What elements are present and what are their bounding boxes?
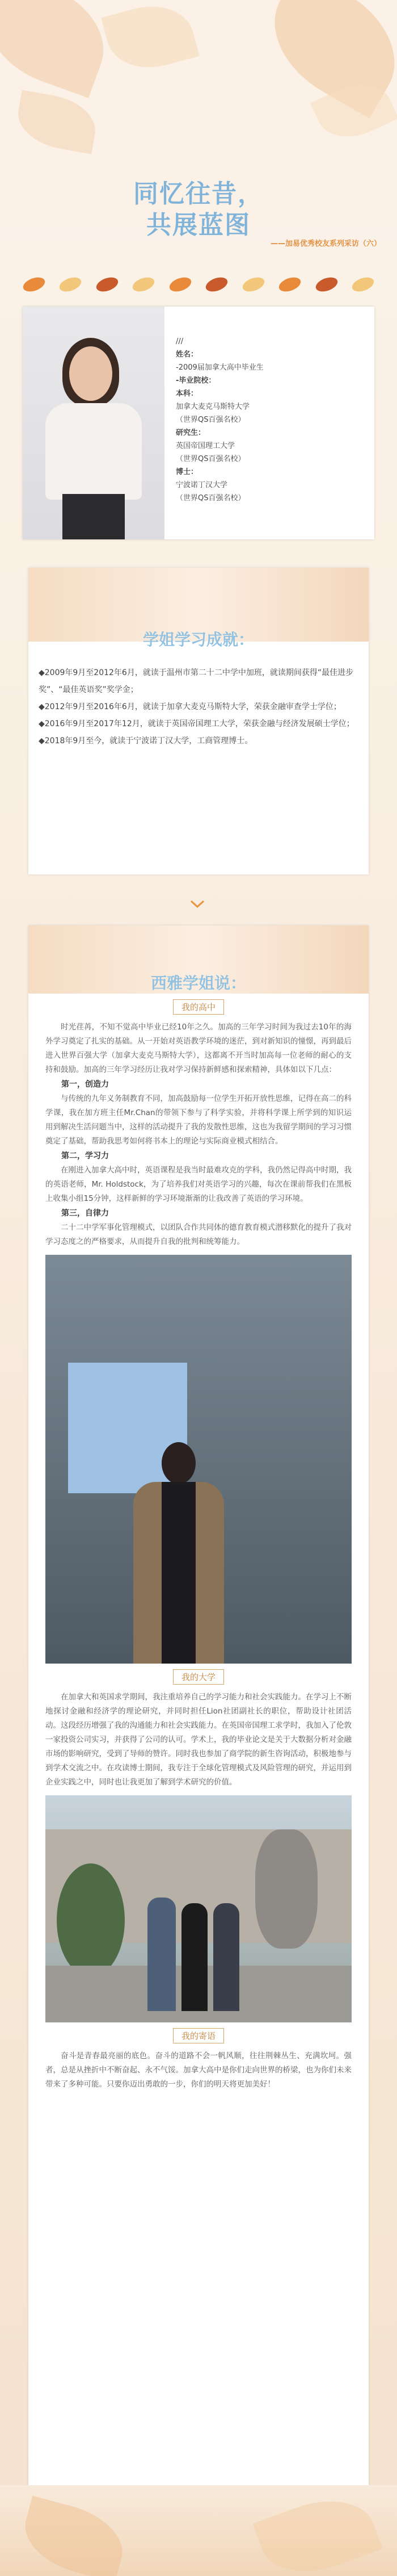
paragraph: 在加拿大和英国求学期间，我注重培养自己的学习能力和社会实践能力。在学习上不断地探讨金融和经济学的理论研究，并同时担任Lion社团副社长的职位，帮助设计社团活动。这段经历增强了我的沟通能力和社会实践能力。在英国帝国理工求学时，我加入了伦敦一家投资公司实习，并获得了公司的认可。学术上，我的毕业论文是关于大数据分析对金融市场的影响研究，受到了导师的赞许。同时我也参加了商学院的新生咨询活动，积极地参与到学术交流之中。在攻读博士期间，我专注于全球化管理模式及风险管理的研究，并运用到企业实践之中，同时也让我更加了解到学术研究的价值。 — [45, 1693, 352, 1787]
section-heading — [28, 999, 369, 1015]
bachelor-label: 本科： — [176, 389, 198, 398]
photo-person-head — [162, 1442, 196, 1484]
experience-item: ◆2009年9月至2012年6月，就读于温州市第二十二中学中加班，就读期间获得“最佳进步奖”、“最佳英语奖”奖学金； — [39, 668, 354, 694]
paragraph: 在刚进入加拿大高中时，英语课程是我当时最难攻克的学科，我仍然记得高中时期，我的英语老师，Mr. Holdstock，为了培养我们对英语学习的兴趣，每次在课前帮我们在黑板上收集小组15分钟，这样新鲜的学习环境渐渐的让我改善了英语的学习环境。 — [45, 1166, 352, 1203]
name-label: 姓名： — [176, 350, 198, 359]
story-title: 西雅学姐说： — [150, 974, 246, 992]
leaf-icon — [314, 275, 339, 294]
phd-rank: （世界QS百强名校） — [176, 494, 246, 502]
page-subtitle: ——加易优秀校友系列采访（六） — [270, 240, 381, 248]
master-value: 英国帝国理工大学 — [176, 442, 235, 450]
profile-info — [176, 335, 264, 505]
leaf-decoration — [0, 0, 120, 98]
paragraph: 二十二中学军事化管理模式，以团队合作共同体的德育教育模式潜移默化的提升了我对学习态度之的严格要求，从而提升自我的批判和统筹能力。 — [45, 1223, 352, 1246]
experience-card-banner — [28, 568, 369, 649]
photo-rock — [255, 1829, 318, 1949]
paragraph: 奋斗是青春最亮丽的底色。奋斗的道路不会一帆风顺，往往荆棘丛生、充满坎坷。强者，总是从挫折中不断奋起、永不气馁。加拿大高中是你们走向世界的桥梁，也为你们未来带来了多种可能。只要你迈出勇敢的一步，你们的明天将更加美好！ — [45, 2051, 352, 2089]
bachelor-value: 加拿大麦克马斯特大学 — [176, 403, 250, 411]
experience-title: 学姐学习成就： — [142, 630, 254, 649]
section-heading-label: 我的大学 — [173, 1669, 224, 1685]
chevron-down-icon — [190, 900, 205, 908]
point-heading: 第二，学习力 — [61, 1151, 109, 1161]
page-title-line2: 共展蓝图 — [146, 211, 251, 240]
phd-value: 宁波诺丁汉大学 — [176, 481, 228, 489]
photo-tree — [57, 1863, 125, 1977]
leaf-icon — [131, 275, 157, 294]
leaf-icon — [167, 275, 193, 294]
leaf-decoration — [13, 90, 100, 154]
paragraph: 时光荏苒，不知不觉高中毕业已经10年之久。加高的三年学习时间为我过去10年的海外学习奠定了扎实的基础。从一开始对英语教学环境的迷茫，到对新知识的憧憬，再到最后进入世界百强大学（加拿大麦克马斯特大学），这都离不开当时加高每一位老师的耐心的支持和鼓励。加高的三年学习经历让我对学习保持新鲜感和探索精神，具体如以下几点： — [45, 1023, 352, 1074]
master-rank: （世界QS百强名校） — [176, 455, 246, 463]
leaf-decoration — [253, 2485, 383, 2576]
page-title-line1: 同忆往昔， — [133, 179, 264, 208]
photo-person — [213, 1903, 239, 2011]
story-card-banner — [28, 925, 369, 994]
photo-person — [147, 1898, 176, 2011]
photo-legs — [62, 494, 125, 539]
leaf-icon — [21, 275, 47, 294]
story-card — [28, 925, 369, 2487]
experience-item: ◆2016年9月至2017年12月，就读于英国帝国理工大学，荣获金融与经济发展硕士学位； — [39, 719, 354, 728]
profile-card — [23, 307, 374, 539]
section-heading-label: 我的高中 — [173, 999, 224, 1015]
bachelor-rank: （世界QS百强名校） — [176, 416, 246, 424]
photo-person-shirt — [162, 1482, 196, 1664]
leaf-decoration — [16, 2496, 131, 2576]
master-label: 研究生： — [176, 429, 206, 437]
group-photo — [45, 1795, 352, 2022]
leaf-icon — [58, 275, 83, 294]
photo-face — [69, 346, 112, 401]
experience-item: ◆2012年9月至2016年6月，就读于加拿大麦克马斯特大学，荣获金融审查学士学位； — [39, 702, 341, 711]
profile-photo — [23, 307, 164, 539]
name-value: -2009届加拿大高中毕业生 — [176, 363, 264, 372]
paragraph: 与传统的九年义务制教育不同，加高鼓励每一位学生开拓开放性思维，记得在高二的科学课，我在加方班主任Mr.Chan的带领下参与了科学实验，并将科学课上所学到的知识运用到解决生活问题当中，这样的活动提升了我的发散性思维，这也为我留学期间的学习习惯奠定了基础，帮助我思考如何将书本上的理论与实际商业模式相结合。 — [45, 1094, 352, 1146]
section-heading — [28, 1669, 369, 1685]
lecture-photo — [45, 1255, 352, 1664]
leaf-icon — [350, 275, 375, 294]
experience-list — [28, 659, 369, 755]
leaf-icon — [277, 275, 303, 294]
experience-card — [28, 568, 369, 874]
profile-slash: /// — [176, 337, 184, 346]
section-heading — [28, 2028, 369, 2043]
section-heading-label: 我的寄语 — [173, 2028, 224, 2043]
school-label: -毕业院校： — [176, 376, 216, 385]
leaf-icon — [94, 275, 120, 294]
leaf-decoration — [101, 0, 199, 78]
leaf-icon — [240, 275, 266, 294]
experience-item: ◆2018年9月至今，就读于宁波诺丁汉大学，工商管理博士。 — [39, 736, 253, 745]
footer-decoration — [0, 2485, 397, 2576]
leaf-icon — [204, 275, 230, 294]
leaf-divider-row — [23, 278, 374, 291]
photo-person — [181, 1903, 208, 2011]
phd-label: 博士： — [176, 468, 198, 476]
point-heading: 第一，创造力 — [61, 1080, 109, 1089]
photo-body — [45, 403, 142, 500]
point-heading: 第三，自律力 — [61, 1209, 109, 1218]
